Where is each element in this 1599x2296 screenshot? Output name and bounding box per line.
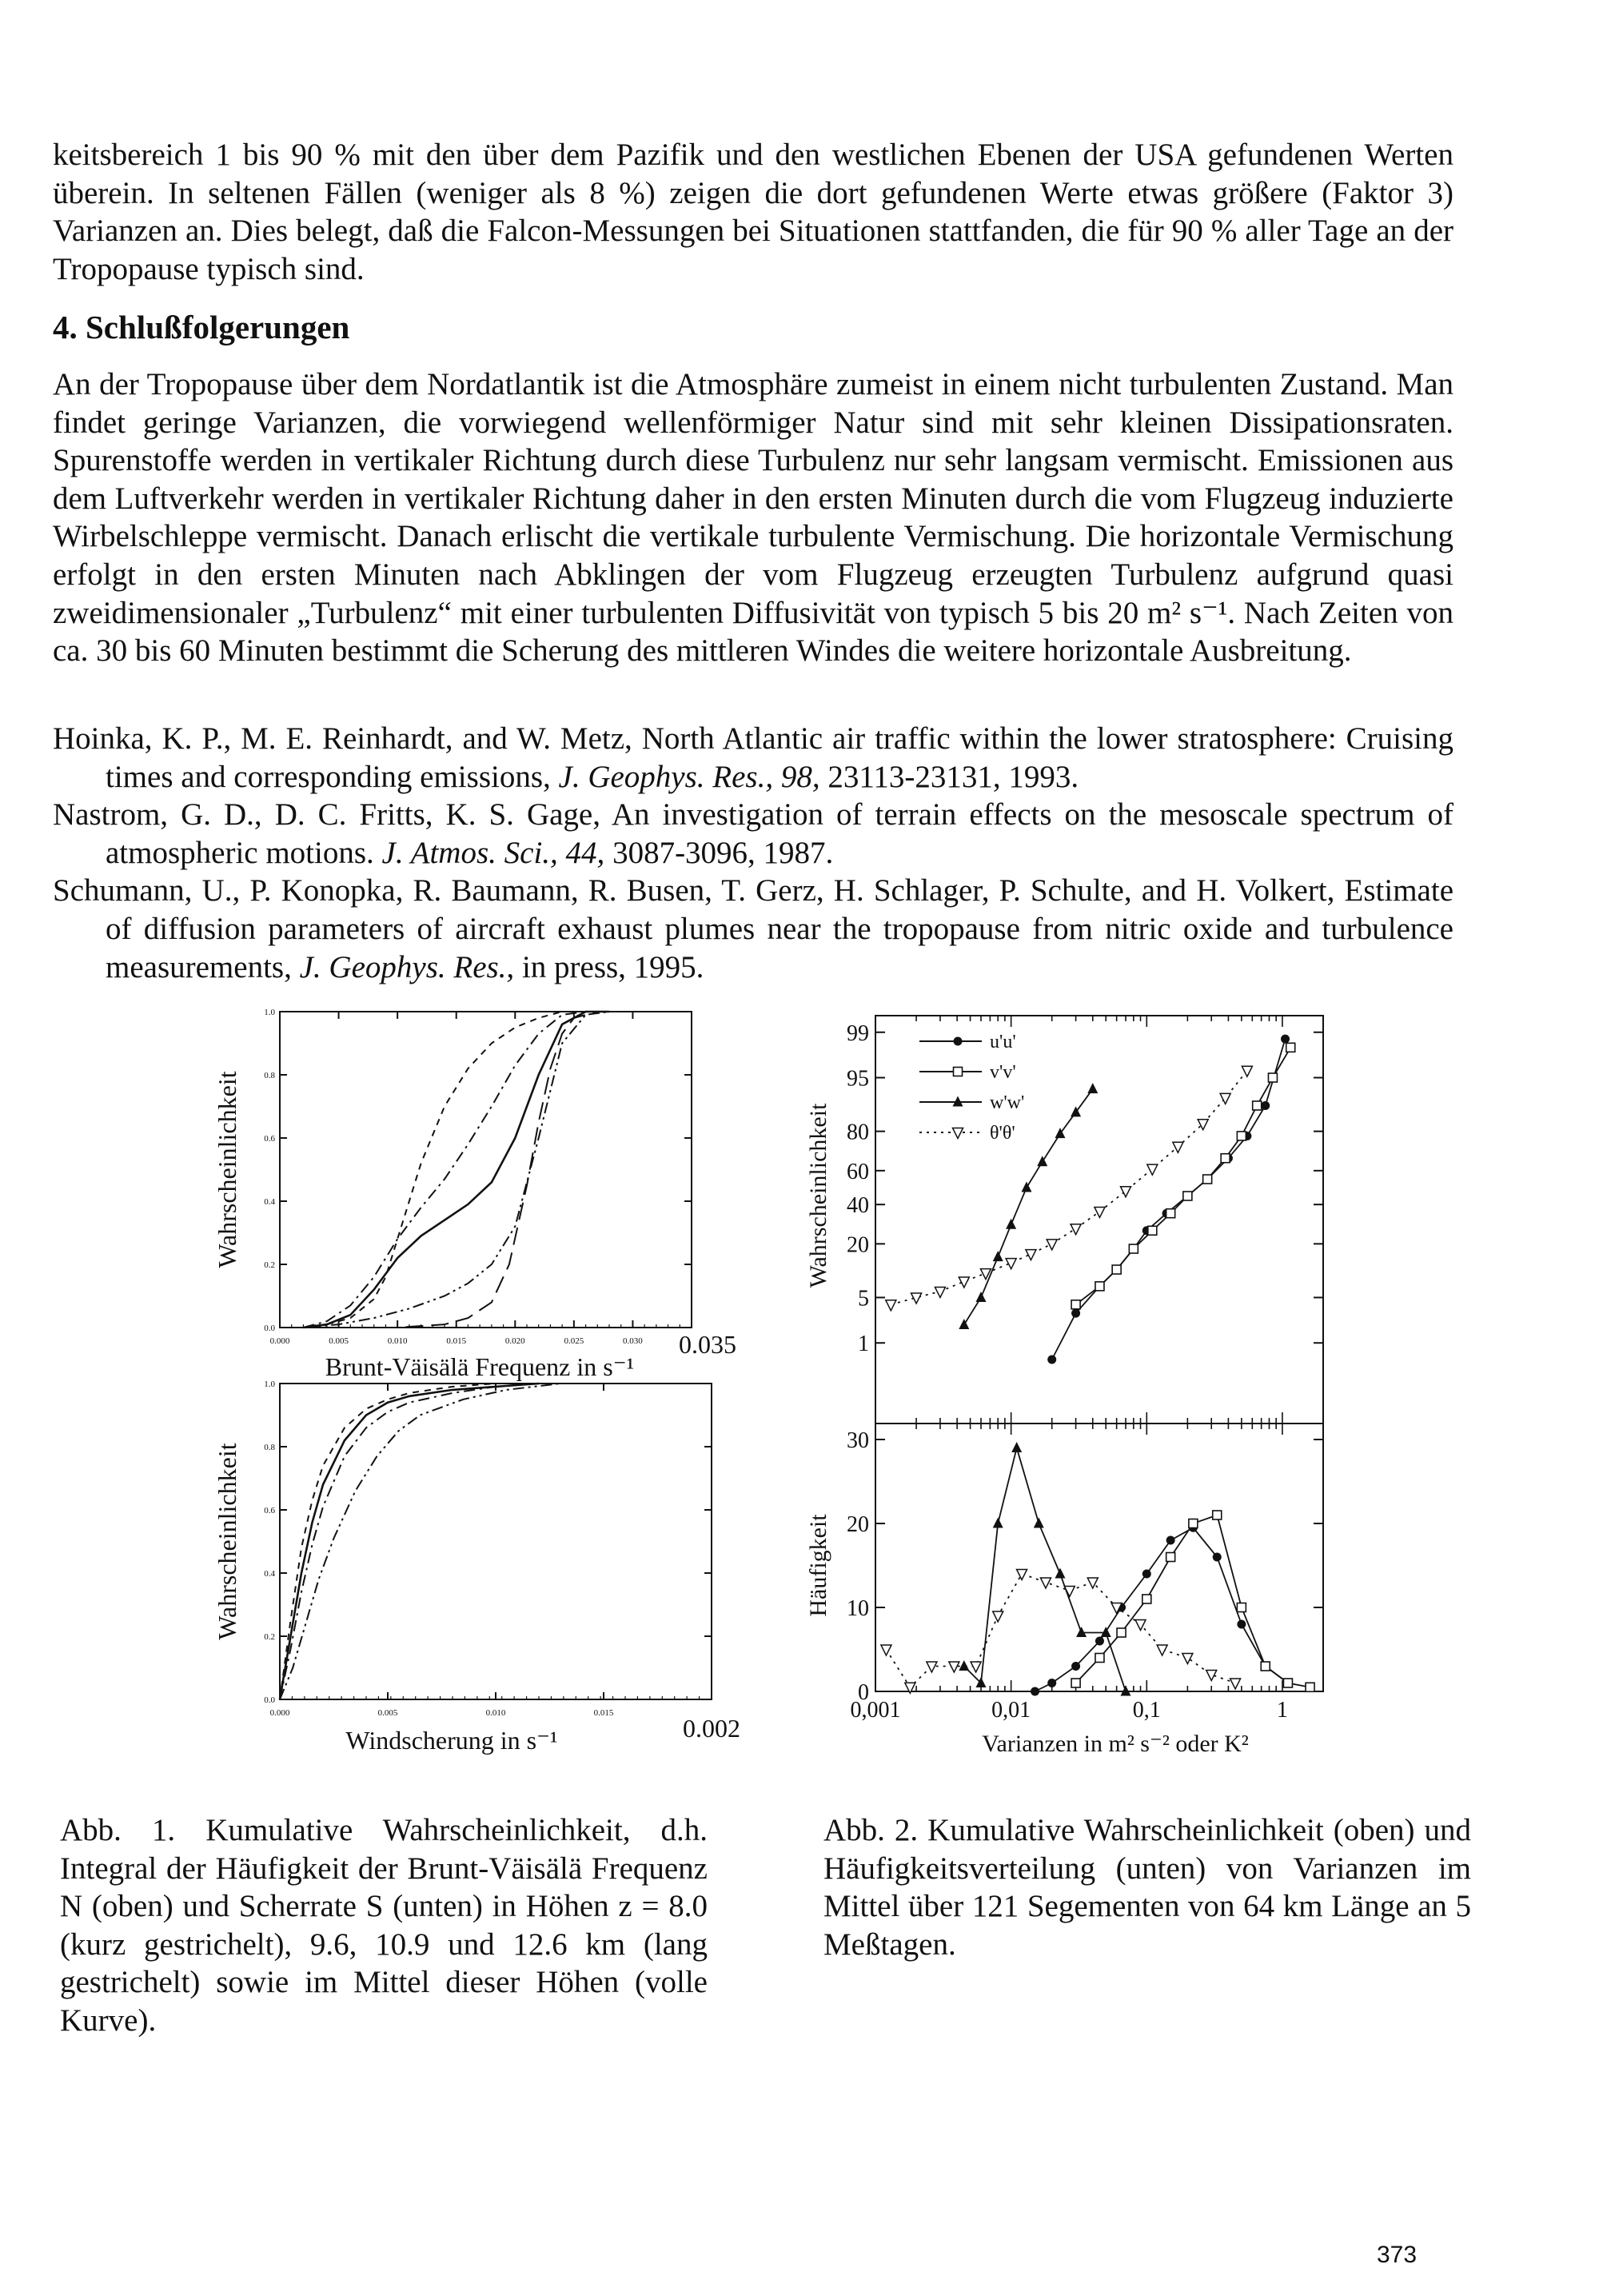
y-axis-label: Häufigkeit	[805, 1514, 831, 1617]
data-point-circle	[1071, 1309, 1080, 1318]
data-point-circle	[1281, 1035, 1290, 1044]
data-point-square	[1183, 1192, 1192, 1200]
section-heading: 4. Schlußfolgerungen	[53, 309, 350, 345]
y-tick-label: 5	[858, 1286, 869, 1312]
legend-label: v'v'	[990, 1062, 1016, 1083]
data-point-circle	[954, 1037, 963, 1046]
y-tick-label: 0.8	[264, 1071, 275, 1080]
x-tick-label: 0.010	[485, 1708, 506, 1718]
ref-journal: J. Geophys. Res., 98,	[558, 759, 820, 794]
data-point-circle	[1031, 1687, 1039, 1696]
x-tick-label: 0,1	[1132, 1698, 1161, 1723]
data-point-square	[1253, 1101, 1262, 1110]
ref-journal: J. Atmos. Sci., 44,	[381, 835, 605, 870]
ref-text: 23113-23131, 1993.	[819, 759, 1079, 794]
y-tick-label: 0.0	[264, 1695, 275, 1705]
data-point-triangle-down	[935, 1287, 945, 1297]
data-point-circle	[1142, 1570, 1151, 1579]
y-tick-label: 95	[847, 1066, 869, 1092]
data-point-triangle-down	[953, 1128, 963, 1139]
y-tick-label: 99	[847, 1020, 869, 1046]
data-point-circle	[1095, 1637, 1104, 1646]
figure-2-svg	[805, 1000, 1551, 1783]
series-line	[280, 1384, 539, 1699]
x-tick-label: 0,01	[991, 1698, 1031, 1723]
data-point-triangle-down	[1182, 1654, 1193, 1664]
x-tick-label: 0.005	[377, 1708, 398, 1718]
plot-frame-1	[280, 1012, 692, 1328]
data-point-triangle	[1006, 1219, 1016, 1229]
data-point-triangle-down	[1121, 1187, 1131, 1197]
data-point-triangle-down	[881, 1645, 891, 1655]
y-tick-label: 0.2	[264, 1260, 275, 1270]
series-line	[303, 1012, 609, 1328]
data-point-square	[1166, 1209, 1175, 1218]
figure-2	[805, 1000, 1551, 1787]
data-point-triangle-down	[1147, 1164, 1158, 1175]
data-point-triangle-down	[993, 1611, 1003, 1622]
data-point-triangle	[1101, 1627, 1111, 1637]
data-point-circle	[1213, 1553, 1222, 1562]
data-point-square	[954, 1068, 963, 1076]
data-point-square	[1283, 1679, 1292, 1687]
data-point-triangle	[1034, 1518, 1044, 1528]
data-point-square	[1142, 1595, 1151, 1603]
x-tick-label: 0.010	[387, 1336, 408, 1346]
legend-label: w'w'	[990, 1092, 1025, 1113]
data-point-triangle-down	[1071, 1224, 1081, 1235]
x-axis-label: Windscherung in s⁻¹	[345, 1726, 558, 1755]
data-point-triangle-down	[927, 1662, 937, 1672]
data-point-square	[1203, 1175, 1212, 1184]
ref-text: in press, 1995.	[514, 949, 704, 984]
x-tick-label: 0.000	[269, 1336, 290, 1346]
data-point-square	[1237, 1132, 1246, 1140]
data-point-square	[1095, 1282, 1104, 1291]
y-tick-label: 0.4	[264, 1197, 275, 1207]
data-point-circle	[1166, 1536, 1175, 1545]
x-tick-label: 0.030	[623, 1336, 643, 1346]
x-end-label: 0.002	[683, 1714, 740, 1743]
series-line	[280, 1384, 539, 1699]
data-point-triangle-down	[1157, 1645, 1167, 1655]
data-point-triangle	[976, 1292, 987, 1302]
series-line	[303, 1012, 597, 1328]
data-point-square	[1286, 1043, 1295, 1052]
figure-1-svg	[176, 996, 784, 1775]
series-line	[964, 1089, 1093, 1325]
data-point-square	[1166, 1553, 1175, 1562]
data-point-circle	[1071, 1662, 1080, 1671]
conclusion-paragraph-text: An der Tropopause über dem Nordatlantik ist die Atmosphäre zumeist in einem nicht turbulenten Zustand. Man findet geringe Varianzen, die vorwiegend wellenförmiger Natur sind mit sehr kleinen Dissipationsraten. Spurenstoffe werden in vertikaler Richtung durch diese Turbulenz nur sehr langsam vermischt. Emissionen aus dem Luftverkehr werden in vertikaler Richtung daher in den ersten Minuten durch die vom Flugzeug induzierte Wirbelschleppe vermischt. Danach erlischt die vertikale turbulente Vermischung. Die horizontale Vermischung erfolgt in den ersten Minuten nach Abklingen der vom Flugzeug erzeugten Turbulenz aufgrund quasi zweidimensionaler „Turbulenz“ mit einer turbulenten Diffusivität von typisch 5 bis 20 m² s⁻¹. Nach Zeiten von ca. 30 bis 60 Minuten bestimmt die Scherung des mittleren Windes die weitere horizontale Ausbreitung.	[53, 367, 1453, 669]
legend-label: θ'θ'	[990, 1123, 1015, 1144]
plot-frame-bottom	[875, 1424, 1323, 1691]
y-tick-label: 1.0	[264, 1008, 275, 1017]
data-point-circle	[1237, 1620, 1246, 1629]
data-point-triangle-down	[1230, 1679, 1241, 1689]
data-point-square	[1071, 1679, 1080, 1687]
x-tick-label: 0.005	[329, 1336, 349, 1346]
y-tick-label: 80	[847, 1120, 869, 1145]
y-tick-label: 0.8	[264, 1443, 275, 1452]
y-tick-label: 10	[847, 1596, 869, 1621]
y-axis-label: Wahrscheinlichkeit	[805, 1103, 831, 1288]
reference-hoinka	[53, 720, 1453, 796]
data-point-triangle	[1011, 1442, 1022, 1452]
data-point-square	[1268, 1073, 1277, 1082]
x-end-label: 0.035	[679, 1330, 736, 1359]
data-point-square	[1148, 1226, 1157, 1235]
data-point-triangle	[993, 1251, 1003, 1261]
data-point-square	[1261, 1662, 1270, 1671]
data-point-triangle	[1087, 1083, 1098, 1093]
data-point-triangle	[1076, 1627, 1087, 1637]
x-axis-label: Varianzen in m² s⁻² oder K²	[982, 1731, 1249, 1757]
ref-text: Schumann, U., P. Konopka, R. Baumann, R. Busen, T. Gerz, H. Schlager, P. Schulte, and H. Volkert, Estimate of diffusion parameters of aircraft exhaust plumes near the tropopause from nitric oxide and turbulence measurements,	[53, 873, 1453, 984]
data-point-square	[1306, 1683, 1314, 1691]
plot-frame-top	[875, 1016, 1323, 1424]
legend-label: u'u'	[990, 1032, 1016, 1052]
y-tick-label: 0.4	[264, 1569, 275, 1579]
top-paragraph	[53, 136, 1453, 288]
data-point-triangle	[1021, 1182, 1031, 1192]
series-line	[1052, 1039, 1286, 1360]
data-point-triangle-down	[1220, 1093, 1230, 1104]
references	[53, 720, 1453, 986]
data-point-triangle	[1037, 1156, 1047, 1166]
data-point-square	[1129, 1244, 1138, 1253]
y-tick-label: 1	[858, 1332, 869, 1357]
ref-journal: J. Geophys. Res.,	[299, 949, 515, 984]
conclusion-paragraph	[53, 365, 1453, 670]
y-tick-label: 0.0	[264, 1324, 275, 1333]
figure-2-caption: Abb. 2. Kumulative Wahrscheinlichkeit (oben) und Häufigkeitsverteilung (unten) von Varianzen im Mittel über 121 Segementen von 64 km Länge an 5 Meßtagen.	[823, 1813, 1471, 1962]
reference-schumann	[53, 872, 1453, 986]
data-point-triangle-down	[1242, 1066, 1252, 1076]
x-tick-label: 0.015	[593, 1708, 614, 1718]
figure-1	[176, 996, 784, 1779]
y-tick-label: 20	[847, 1512, 869, 1537]
data-point-triangle	[1055, 1568, 1066, 1579]
x-tick-label: 0.020	[504, 1336, 525, 1346]
series-line	[303, 1012, 562, 1328]
series-line	[280, 1384, 560, 1699]
data-point-triangle-down	[1198, 1120, 1208, 1130]
data-point-triangle-down	[886, 1300, 896, 1311]
data-point-triangle-down	[1173, 1142, 1183, 1152]
y-tick-label: 0	[858, 1680, 869, 1705]
y-tick-label: 30	[847, 1428, 869, 1453]
top-paragraph-text: keitsbereich 1 bis 90 % mit den über dem Pazifik und den westlichen Ebenen der USA gefundenen Werten überein. In seltenen Fällen (weniger als 8 %) zeigen die dort gefundenen Werte etwas größere (Faktor 3) Varianzen an. Dies belegt, daß die Falcon-Messungen bei Situationen stattfanden, die für 90 % aller Tage an der Tropopause typisch sind.	[53, 138, 1453, 286]
y-tick-label: 60	[847, 1159, 869, 1184]
data-point-triangle-down	[949, 1662, 959, 1672]
page-number: 373	[1377, 2242, 1418, 2268]
y-axis-label: Wahrscheinlichkeit	[213, 1443, 241, 1640]
data-point-triangle-down	[1026, 1250, 1036, 1260]
data-point-triangle	[959, 1319, 969, 1329]
y-tick-label: 40	[847, 1193, 869, 1219]
plot-frame-2	[280, 1384, 712, 1699]
series-line	[1076, 1048, 1291, 1304]
data-point-circle	[1047, 1679, 1056, 1687]
data-point-square	[1237, 1603, 1246, 1612]
data-point-triangle	[959, 1660, 969, 1671]
series-line	[280, 1384, 539, 1699]
y-tick-label: 20	[847, 1232, 869, 1258]
data-point-square	[1095, 1654, 1104, 1663]
x-axis-label: Brunt-Väisälä Frequenz in s⁻¹	[325, 1352, 635, 1381]
y-tick-label: 1.0	[264, 1380, 275, 1389]
data-point-circle	[1047, 1356, 1056, 1364]
y-tick-label: 0.6	[264, 1134, 275, 1144]
data-point-triangle-down	[971, 1662, 981, 1672]
data-point-square	[1189, 1519, 1198, 1528]
data-point-triangle	[993, 1518, 1003, 1528]
y-tick-label: 0.6	[264, 1506, 275, 1515]
y-tick-label: 0.2	[264, 1632, 275, 1642]
data-point-square	[1071, 1300, 1080, 1309]
series-line	[886, 1574, 1235, 1687]
y-axis-label: Wahrscheinlichkeit	[213, 1071, 241, 1268]
data-point-triangle-down	[1017, 1570, 1027, 1580]
x-tick-label: 1	[1276, 1698, 1288, 1723]
x-tick-label: 0.000	[269, 1708, 290, 1718]
series-line	[303, 1012, 609, 1328]
ref-text: Hoinka, K. P., M. E. Reinhardt, and W. Metz, North Atlantic air traffic within the lower stratosphere: Cruising times and corresponding emissions,	[53, 721, 1453, 794]
x-tick-label: 0.015	[446, 1336, 467, 1346]
x-tick-label: 0.025	[564, 1336, 584, 1346]
x-tick-label: 0,001	[850, 1698, 901, 1723]
data-point-square	[1221, 1154, 1230, 1163]
data-point-circle	[1261, 1101, 1270, 1110]
data-point-triangle-down	[1095, 1207, 1105, 1217]
figure-1-caption: Abb. 1. Kumulative Wahrscheinlichkeit, d.h. Integral der Häufigkeit der Brunt-Väisälä Frequenz N (oben) und Scherrate S (unten) in Höhen z = 8.0 (kurz gestrichelt), 9.6, 10.9 und 12.6 km (lang gestrichelt) sowie im Mittel dieser Höhen (volle Kurve).	[60, 1813, 708, 2038]
data-point-square	[1117, 1628, 1126, 1637]
data-point-square	[1213, 1511, 1222, 1519]
data-point-triangle-down	[1047, 1240, 1057, 1250]
ref-text: 3087-3096, 1987.	[604, 835, 834, 870]
data-point-triangle-down	[1040, 1578, 1051, 1588]
ref-text: Nastrom, G. D., D. C. Fritts, K. S. Gage, An investigation of terrain effects on the mesoscale spectrum of atmospheric motions.	[53, 797, 1453, 870]
reference-nastrom	[53, 796, 1453, 872]
series-line	[891, 1071, 1247, 1305]
series-line	[303, 1012, 585, 1328]
data-point-square	[1112, 1265, 1121, 1274]
